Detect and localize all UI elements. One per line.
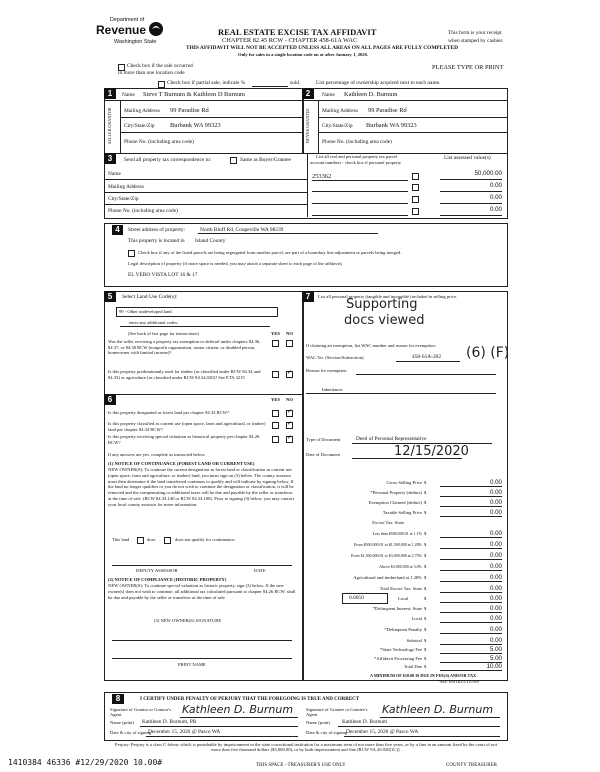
calc-value[interactable]: 0.00 [489,499,502,506]
doc-date-label: Date of Document [306,452,340,457]
calc2-value[interactable]: 0.00 [489,637,502,644]
dollar-sign: $ [424,542,427,547]
dor-logo [96,17,186,53]
dollar-sign: $ [424,510,427,515]
s1-side-div [120,100,121,153]
dollar-sign: $ [424,606,427,611]
calc-label: Taxable Selling Price [382,510,422,515]
calc-line-15 [440,644,502,645]
s2-divider-2 [318,117,507,118]
parcel-line-3 [312,203,408,204]
parcel-line-2 [312,191,408,192]
segregated-label: Check box if any of the listed parcels are being segregated from another parcel, are part of a boundary line adjustment or parcels being merged. [138,250,402,255]
calc-line-17 [440,662,502,663]
seller-phone-label: Phone No. (including area code) [124,139,194,145]
dollar-sign: $ [424,616,427,621]
s5-no: NO [286,331,293,336]
grantor-date-label: Date & city of signing [110,730,152,735]
calc-line-14 [440,633,502,634]
calc-line-1 [440,486,502,487]
local-label: Local [398,596,409,601]
buyer-city[interactable]: Burbank WA 99323 [366,122,417,129]
calc-value[interactable]: 0.00 [489,574,502,581]
same-as-buyer-checkbox[interactable] [230,157,237,164]
s6-q3-no[interactable] [286,436,293,443]
dollar-sign: $ [424,531,427,536]
logo-revenue: Revenue [96,23,147,37]
s3-vdiv [307,153,308,217]
street-address[interactable]: North Bluff Rd, Coupeville WA 98239 [200,227,284,233]
calc2-value[interactable]: 5.00 [489,646,502,653]
grantee-date-line [344,736,500,737]
calc2-label: Local [411,616,422,621]
partial-sale-label: Check box if partial sale, indicate % [167,80,246,86]
s6-yes: YES [271,397,280,402]
print-note: PLEASE TYPE OR PRINT [432,64,504,71]
s2-divider [302,100,507,101]
dollar-sign: $ [424,656,427,661]
dollar-sign: $ [424,627,427,632]
recording-stamp: 1410384 46336 #12/29/2020 10.00# [8,758,163,767]
calc-label: Agricultural and timberland at 1.28% [353,575,422,580]
form-title: REAL ESTATE EXCISE TAX AFFIDAVIT [218,27,377,37]
partial-sale-checkbox[interactable] [158,81,165,88]
s6-q2-no[interactable] [286,422,293,429]
calc-line-18 [440,670,502,671]
s1-divider-2 [120,117,303,118]
personal-property-checkbox[interactable] [412,196,419,203]
dollar-sign: $ [424,638,427,643]
continuance-title: (1) NOTICE OF CONTINUANCE (FOREST LAND OR CURRENT USE) [108,461,255,466]
dollar-sign: $ [424,647,427,652]
calc-label: From $500,000.01 to $1,500,000 at 1.28% [354,542,422,547]
form-chapter: CHAPTER 82.45 RCW - CHAPTER 458-61A WAC [222,37,358,44]
assessed-value[interactable]: 0.00 [489,194,502,201]
new-owner-sig-line[interactable] [112,640,292,641]
calc-line-4 [440,516,502,517]
calc-line-9 [440,581,502,582]
dollar-sign: $ [424,664,427,669]
print-name-label: PRINT NAME [178,662,206,667]
logo-dept: Department of [110,17,145,23]
s3-city-label: City/State/Zip [108,196,139,202]
value-line-3 [440,203,502,204]
land-use-label: Select Land Use Code(s): [122,294,178,300]
s3-name-label: Name [108,171,121,177]
deputy-line [112,565,292,566]
calc2-value[interactable]: 0.00 [489,615,502,622]
value-line-1 [440,179,502,180]
s2-divider-3 [318,132,507,133]
calc-line-7 [440,559,502,560]
s6-q2: Is this property classified as current use (open space, farm and agricultural, or timber) land per chapter 84.34 RCW? [108,421,266,432]
parcel-header-2: account numbers - check box if personal property [310,160,402,165]
see-back: (See back of last page for instructions) [128,331,199,336]
s1-divider-3 [120,132,303,133]
dollar-sign: $ [424,575,427,580]
local-value[interactable]: 0.00 [489,595,502,602]
value-line-2 [440,191,502,192]
calc-line-12 [440,612,502,613]
wac-number[interactable]: 458-61A-202 [412,354,442,360]
treasurer-note: THIS SPACE - TREASURER'S USE ONLY [256,763,346,768]
dollar-sign: $ [424,480,427,485]
s5-q2-no[interactable] [286,371,293,378]
s6-q3-yes[interactable] [272,436,279,443]
same-as-buyer-label: Same as Buyer/Grantee [240,157,291,163]
doc-type-label: Type of Document [306,437,341,442]
doc-date-line [352,458,462,459]
personal-property-checkbox[interactable] [412,184,419,191]
s5-q2: Is this property predominantly used for timber (as classified under RCW 84.34 and 84.33) or agriculture (as classified under RCW 84.34.020)? See ETA 3215 [108,369,261,380]
s5-q1-no[interactable] [286,340,293,347]
section-1-badge: 1 [104,88,116,99]
minimum-note: A MINIMUM OF $10.00 IS DUE IN FEE(S) AND/OR TAX [370,673,477,678]
parcel-line-1 [312,180,408,181]
assessed-value[interactable]: 0.00 [489,182,502,189]
dollar-sign: $ [424,500,427,505]
wac-label: WAC No. (Section/Subsection) [306,355,364,360]
does-label: does [147,537,156,542]
calc2-value[interactable]: 10.00 [486,663,502,670]
personal-property-checkbox[interactable] [412,208,419,215]
dollar-sign: $ [424,553,427,558]
s3-hline-1 [104,179,307,180]
buyer-name[interactable]: Kathleen D. Burnum [344,91,398,98]
this-land-label: This land [112,537,130,542]
receipt-note-1: This form is your receipt [448,30,502,36]
seller-city[interactable]: Burbank WA 99323 [170,122,221,129]
calc2-label: Subtotal [406,638,422,643]
grantor-sig-line [180,717,298,718]
calc-label: Above $3,000,000 at 3.0% [379,564,422,569]
ownership-note: List percentage of ownership acquired next to each name. [316,80,441,86]
calc-label: Exemption Claimed (deduct) [368,500,422,505]
grantor-sig-label: Signature of Grantor or Grantor's Agent [110,707,172,717]
if-any-yes: If any answers are yes, complete as instructed below. [108,452,206,457]
legal-label: Legal description of property (if more space is needed, you may attach a separate sheet to each page of the affidavit) [128,261,342,266]
s6-q2-yes[interactable] [272,422,279,429]
section-7-badge: 7 [302,291,314,302]
county-treasurer: COUNTY TREASURER [446,763,497,768]
calc-value[interactable]: 0.00 [489,541,502,548]
receipt-note-2: when stamped by cashier. [448,38,504,44]
does-not-label: does not qualify for continuance. [175,537,236,542]
personal-property-checkbox[interactable] [412,173,419,180]
grantee-name[interactable]: Kathleen D. Burnum [342,719,388,725]
buyer-phone-label: Phone No. (including area code) [322,139,392,145]
s5-q1: Was the seller receiving a property tax exemption or deferral under chapters 84.36, 84.37, or 84.38 RCW (nonprofit organization, senior citizen, or disabled person, homeowner with limited income)? [108,339,261,356]
calc2-label: *Affidavit Processing Fee [374,656,422,661]
calc2-value[interactable]: 5.00 [489,655,502,662]
parcel-header-1: List all real and personal property tax parcel [316,154,398,159]
county[interactable]: Island County [195,238,226,244]
buyer-city-label: City/State/Zip [322,123,353,129]
calc-label: Gross Selling Price [386,480,422,485]
buyer-side-label: BUYER GRANTEE [305,108,310,144]
dollar-sign: $ [424,564,427,569]
s2-side-div [318,100,319,153]
calc2-label: *Delinquent Interest: State [372,606,422,611]
doc-date[interactable]: 12/15/2020 [394,444,469,459]
calc-line-10 [440,592,502,593]
s6-q3: Is this property receiving special valuation as historical property per chapter 84.26 RCW? [108,434,260,445]
reason-line-2 [306,393,496,394]
calc-line-8 [440,570,502,571]
s6-q1: Is this property designated as forest land per chapter 84.33 RCW? [108,410,230,415]
local-rate: 0.0050 [349,595,364,601]
calc-line-13 [440,622,502,623]
calc2-value[interactable]: 0.00 [489,605,502,612]
reason-label: Reason for exemption [306,368,347,373]
deputy-label: DEPUTY ASSESSOR [136,568,178,573]
calc-label: Total Excise Tax: State [379,586,422,591]
section-3-badge: 3 [104,153,116,164]
reason-value[interactable]: Inheritance [322,387,343,392]
s6-top-line [104,394,303,395]
calc-value[interactable]: 0.00 [489,509,502,516]
grantee-name-label: Name (print) [306,720,330,725]
reason-line [356,374,496,375]
calc2-label: *Delinquent Penalty [384,627,422,632]
calc-line-16 [440,653,502,654]
grantor-name-label: Name (print) [110,720,134,725]
assessed-header: List assessed value(s) [444,155,491,161]
form-warning: THIS AFFIDAVIT WILL NOT BE ACCEPTED UNLESS ALL AREAS ON ALL PAGES ARE FULLY COMPLETED [186,45,459,51]
buyer-name-label: Name [322,92,335,98]
section-4-badge: 4 [112,225,123,235]
s3-hline-2 [104,192,307,193]
wac-subsection[interactable]: (6) (F) [466,345,510,361]
calc-value[interactable]: 0.00 [489,585,502,592]
dollar-sign: $ [424,586,427,591]
print-name-line[interactable] [112,658,292,659]
new-owner-sig-label: (3) NEW OWNER(S) SIGNATURE [154,618,222,623]
deputy-date-label: DATE [254,568,266,573]
calc2-label: Total Due [403,664,422,669]
calc-value[interactable]: 0.00 [489,552,502,559]
land-use-select[interactable] [116,307,278,317]
seller-name[interactable]: Steve T Burnum & Kathleen D Burnum [143,91,246,98]
personal-property-value-1[interactable]: Supporting [346,297,418,312]
s5-q1-yes[interactable] [272,340,279,347]
located-label: This property is located in [128,238,185,244]
dollar-sign: $ [424,490,427,495]
street-label: Street address of property: [128,227,186,233]
grantor-date[interactable]: December 15, 2020 @ Pasco WA [148,729,221,735]
grantor-signature[interactable]: Kathleen D. Burnum [182,703,294,716]
s3-mailing-label: Mailing Address [108,184,144,190]
calc-label: Less than $500,000.01 at 1.1% [372,531,422,536]
calc-line-3 [440,506,502,507]
grantee-name-line [338,726,500,727]
continuance-body: NEW OWNER(S): To continue the current designation as forest land or classification as current use (open space, farm and agriculture, or timber) land, you must sign on (3) below. The county assessor must then determine if the land transferred continues to qualify and will indicate by signing below. If the land no longer qualifies or you do not wish to continue the designation or classification, it will be removed and the compensating or additional taxes will be due and payable by the seller or transferor at the time of sale. (RCW 84.33.140 or RCW 84.34.108). Prior to signing (3) below, you may contact your local county assessor for more information. [108,467,295,507]
parcel-line-4 [312,215,408,216]
exemption-label: If claiming an exemption, list WAC number and reason for exemption: [306,343,436,348]
partial-sale-line [252,86,288,87]
s6-q1-no[interactable] [286,410,293,417]
buyer-mailing-label: Mailing Address [322,108,358,114]
land-use-value: 99 - Other undeveloped land [119,309,172,314]
perjury-statement: Perjury: Perjury is a class C felony which is punishable by imprisonment in the state correctional institution for a maximum term of not more than five years, or by a fine in an amount fixed by the court of not more than five thousand dollars ($5,000.00), or by both imprisonment and fine (RCW 9A.20.020(1C)). [115,742,497,753]
assessed-value[interactable]: 0.00 [489,206,502,213]
calc-line-11 [440,602,502,603]
calc2-value[interactable]: 0.00 [489,626,502,633]
seller-mailing-label: Mailing Address [124,108,160,114]
grantor-name[interactable]: Kathleen D. Burnum, PR [142,719,197,725]
calc-line-5 [440,537,502,538]
seller-name-label: Name [122,92,135,98]
value-line-4 [440,215,502,216]
personal-property-label: List all personal property (tangible and intangible) included in selling price. [318,294,458,299]
s3-hline-3 [104,204,307,205]
grantee-signature[interactable]: Kathleen D. Burnum [382,703,494,716]
sold-label: sold. [290,80,301,86]
s6-q1-yes[interactable] [272,410,279,417]
s3-phone-label: Phone No. (including area code) [108,208,178,214]
section-8-badge: 8 [112,694,124,704]
does-checkbox[interactable] [137,537,144,544]
street-line [198,233,378,234]
logo-state: Washington State [114,39,157,45]
certify-text: I CERTIFY UNDER PENALTY OF PERJURY THAT THE FOREGOING IS TRUE AND CORRECT [140,697,360,702]
s1-divider [104,100,303,101]
calc-label: Excise Tax: State [372,520,404,525]
multi-location-label-2: in more than one location code [118,70,185,76]
grantor-name-line [140,726,298,727]
assessed-value[interactable]: 50,000.00 [474,170,502,177]
calc-line-2 [440,496,502,497]
grantee-date-label: Date & city of signing [306,730,348,735]
personal-property-value-2[interactable]: docs viewed [344,313,425,328]
calc-label: *Personal Property (deduct) [370,490,422,495]
grantee-sig-line [380,717,500,718]
grantee-sig-label: Signature of Grantee or Grantee's Agent [306,707,368,717]
wac-line [396,361,460,362]
s5-yes: YES [271,331,280,336]
calc-value[interactable]: 0.00 [489,530,502,537]
see-instructions: *SEE INSTRUCTIONS [438,679,479,684]
seller-side-label: SELLER GRANTOR [107,107,112,145]
calc-value[interactable]: 0.00 [489,563,502,570]
section-5-badge: 5 [104,291,116,302]
section-2-badge: 2 [302,88,314,99]
logo-mark-icon [148,21,164,37]
additional-codes-input[interactable] [120,326,270,327]
compliance-title: (2) NOTICE OF COMPLIANCE (HISTORIC PROPERTY) [108,577,227,582]
local-rate-box[interactable] [342,593,388,604]
parcel-number[interactable]: 253362 [312,173,332,180]
grantor-date-line [146,736,298,737]
dollar-sign: $ [424,596,427,601]
send-corr-label: Send all property tax correspondence to: [124,157,212,163]
calc-value[interactable]: 0.00 [489,489,502,496]
does-not-checkbox[interactable] [164,537,171,544]
additional-codes-label: enter any additional codes: [129,320,179,325]
compliance-body: NEW OWNER(S): To continue special valuation as historic property, sign (3) below. If the new owner(s) does not wish to continue, all additional tax calculated pursuant to chapter 84.26 RCW, shall be due and payable by the seller or transferor at the time of sale. [108,583,296,600]
calc-label: From $1,500,000.01 to $3,000,000 at 2.75% [351,553,422,558]
calc-value[interactable]: 0.00 [489,479,502,486]
seller-city-label: City/State/Zip [124,123,155,129]
section-6-badge: 6 [104,394,116,405]
seller-mailing[interactable]: 99 Paradise Rd [170,107,209,114]
grantee-date[interactable]: December 15, 2020 @ Pasco WA [346,729,419,735]
s5-q2-yes[interactable] [272,371,279,378]
segregated-checkbox[interactable] [128,250,135,257]
calc-line-6 [440,548,502,549]
doc-type[interactable]: Deed of Personal Representative [356,436,427,442]
legal-description[interactable]: EL VERO VISTA LOT 16 & 17 [128,272,198,278]
calc2-label: *State Technology Fee [380,647,422,652]
s6-no: NO [286,397,293,402]
multi-location-label: Check box if the sale occurred [127,63,193,69]
form-single-location: Only for sales in a single location code on or after January 1, 2020. [238,52,369,57]
buyer-mailing[interactable]: 99 Paradise Rd [368,107,407,114]
